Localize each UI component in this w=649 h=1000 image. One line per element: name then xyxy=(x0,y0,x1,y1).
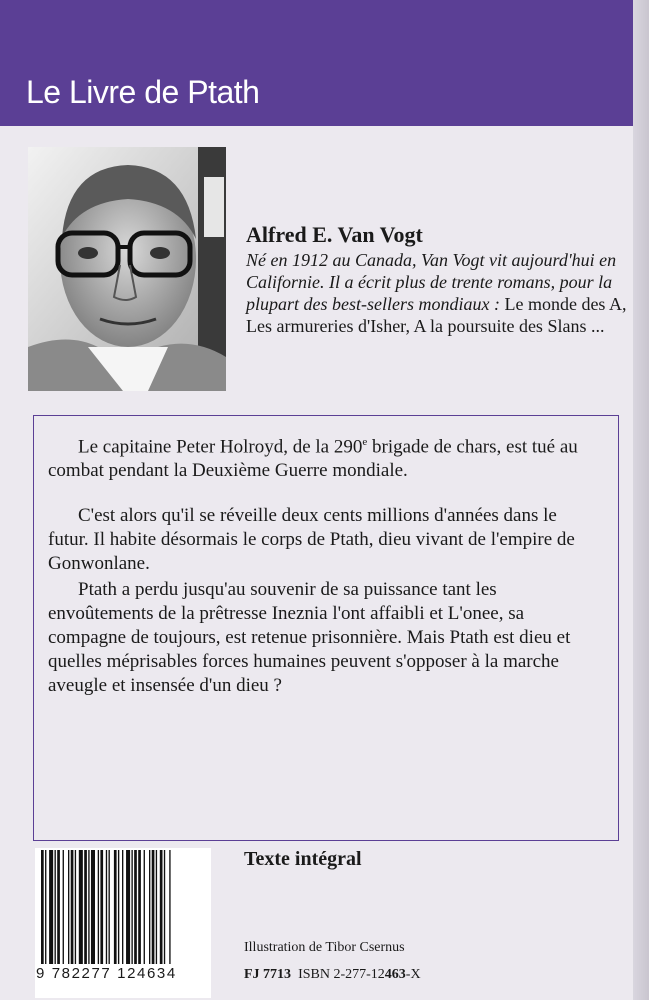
barcode-bar xyxy=(100,850,103,964)
illustration-credit: Illustration de Tibor Csernus xyxy=(244,940,405,955)
barcode-bar xyxy=(49,850,53,964)
barcode-bar xyxy=(75,850,76,964)
barcode-bar xyxy=(68,850,69,964)
barcode-bar xyxy=(149,850,150,964)
isbn-prefix: ISBN 2-277-12 xyxy=(298,967,385,982)
author-bio-text: Né en 1912 au Canada, Van Vogt vit aujourd'hui en Californie. Il a écrit plus de trente romans, pour la plupart des best-sellers mondiaux : xyxy=(246,250,617,314)
cover-edge xyxy=(633,0,649,1000)
barcode-bar xyxy=(138,850,141,964)
barcode-bar xyxy=(114,850,117,964)
author-photo xyxy=(28,147,226,391)
barcode-bar xyxy=(84,850,87,964)
barcode-bar xyxy=(134,850,137,964)
author-bio xyxy=(246,249,631,337)
barcode-bar xyxy=(160,850,163,964)
barcode-bar xyxy=(91,850,95,964)
barcode-bar xyxy=(156,850,157,964)
barcode-bar xyxy=(131,850,132,964)
barcode-bar xyxy=(144,850,145,964)
book-title: Le Livre de Ptath xyxy=(26,74,260,110)
barcode-bar xyxy=(164,850,165,964)
barcode-bar xyxy=(41,850,44,964)
barcode-bar xyxy=(45,850,46,964)
barcode-bar xyxy=(71,850,74,964)
barcode-bar xyxy=(63,850,64,964)
barcode-bars xyxy=(35,848,211,966)
blurb-paragraph-1: Le capitaine Peter Holroyd, de la 290e brigade de chars, est tué au combat pendant la Deuxième Guerre mondiale. xyxy=(48,436,578,482)
barcode-bar xyxy=(169,850,170,964)
barcode-bar xyxy=(109,850,110,964)
barcode-bar xyxy=(118,850,119,964)
barcode-bar xyxy=(88,850,89,964)
isbn-bold: 463 xyxy=(384,967,406,982)
isbn-line xyxy=(244,967,421,983)
barcode-number: 9 782277 124634 xyxy=(36,965,177,982)
barcode-bar xyxy=(55,850,56,964)
blurb-paragraph-2: C'est alors qu'il se réveille deux cents millions d'années dans le futur. Il habite désormais le corps de Ptath, dieu vivant de l'empire de Gonwonlane. xyxy=(48,505,575,574)
barcode-bar xyxy=(126,850,130,964)
barcode-bar xyxy=(79,850,83,964)
barcode-bar xyxy=(152,850,155,964)
author-name: Alfred E. Van Vogt xyxy=(246,222,423,247)
blurb-box xyxy=(33,415,619,841)
barcode-bar xyxy=(106,850,107,964)
barcode-bar xyxy=(122,850,123,964)
texte-integral: Texte intégral xyxy=(244,848,362,870)
barcode-bar xyxy=(57,850,60,964)
author-works: Le monde des A, Les armureries d'Isher, A la poursuite des Slans ... xyxy=(246,294,627,336)
isbn-suffix: -X xyxy=(405,967,421,982)
fj-code: FJ 7713 xyxy=(244,967,292,982)
blurb-paragraph-3: Ptath a perdu jusqu'au souvenir de sa puissance tant les envoûtements de la prêtresse Ineznia l'ont affaibli et L'onee, sa compagne de toujours, est retenue prisonnière. Mais Ptath est dieu et quelles méprisables forces humaines peuvent s'opposer à la marche aveugle et insensée d'un dieu ? xyxy=(48,579,571,696)
barcode-bar xyxy=(98,850,99,964)
